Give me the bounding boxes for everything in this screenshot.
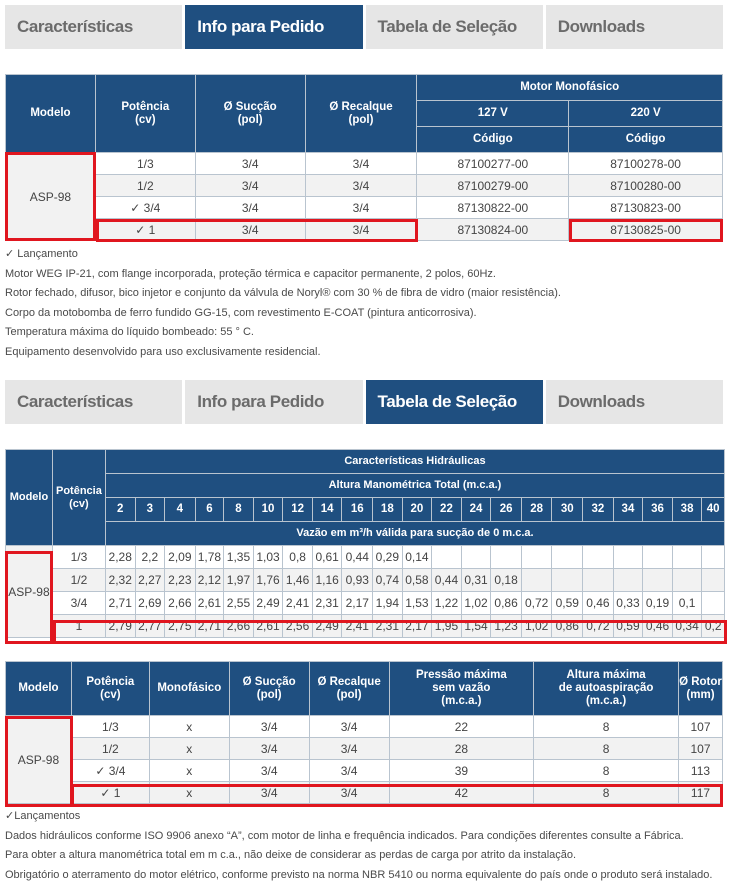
flow-value-cell [613, 569, 643, 592]
height-header: 30 [552, 498, 583, 522]
cell-potencia: 1/2 [71, 738, 149, 760]
flow-value-cell: 2,28 [105, 546, 135, 569]
header-potencia: Potência (cv) [95, 75, 195, 153]
flow-value-cell: 0,29 [373, 546, 403, 569]
flow-value-cell: 2,56 [283, 615, 313, 638]
header-modelo: Modelo [6, 75, 96, 153]
cell-potencia: 1/2 [95, 175, 195, 197]
cell-succao: 3/4 [229, 738, 309, 760]
header-caracteristicas: Características Hidráulicas [105, 450, 724, 474]
cell-pressao: 22 [389, 716, 534, 738]
table-row [6, 615, 725, 638]
flow-value-cell: 2,17 [402, 615, 432, 638]
flow-value-cell [702, 569, 725, 592]
flow-value-cell: 2,55 [224, 592, 254, 615]
flow-value-cell: 0,59 [613, 615, 643, 638]
cell-code-220: 87130825-00 [569, 219, 723, 241]
cell-altura: 8 [534, 716, 679, 738]
flow-value-cell [432, 546, 462, 569]
cell-code-220: 87100278-00 [569, 153, 723, 175]
model-cell: ASP-98 [6, 153, 96, 241]
selection-table [5, 449, 725, 638]
cell-potencia: ✓ 3/4 [71, 760, 149, 782]
note-line: Dados hidráulicos conforme ISO 9906 anexo “A”, com motor de linha e frequência indicados. Para condições diferentes consulte a Fábrica. [5, 829, 684, 842]
height-header: 2 [105, 498, 135, 522]
flow-value-cell: 2,23 [165, 569, 196, 592]
cell-succao: 3/4 [195, 197, 305, 219]
flow-value-cell: 0,46 [583, 592, 614, 615]
height-header: 3 [135, 498, 165, 522]
flow-value-cell: 0,33 [613, 592, 643, 615]
header-altura-autoaspiracao: Altura máxima de autoaspiração (m.c.a.) [534, 662, 679, 716]
cell-code-127: 87100279-00 [417, 175, 569, 197]
tab-downloads[interactable]: Downloads [546, 380, 723, 424]
flow-value-cell: 2,66 [224, 615, 254, 638]
flow-value-cell: 0,31 [461, 569, 491, 592]
cell-code-220: 87100280-00 [569, 175, 723, 197]
cell-altura: 8 [534, 782, 679, 804]
cell-succao: 3/4 [195, 219, 305, 241]
flow-value-cell: 2,66 [165, 592, 196, 615]
flow-value-cell: 2,71 [105, 592, 135, 615]
height-header: 24 [461, 498, 491, 522]
flow-value-cell: 0,72 [521, 592, 552, 615]
cell-potencia: 1/3 [95, 153, 195, 175]
header-codigo-127: Código [417, 127, 569, 153]
tab-tabela-de-selecao[interactable]: Tabela de Seleção [366, 5, 543, 49]
tab-tabela-de-selecao[interactable]: Tabela de Seleção [366, 380, 543, 424]
flow-value-cell: 0,14 [402, 546, 432, 569]
cell-monofasico: x [149, 716, 229, 738]
flow-value-cell: 0,8 [283, 546, 313, 569]
tab-downloads[interactable]: Downloads [546, 5, 723, 49]
cell-code-127: 87130822-00 [417, 197, 569, 219]
table-row [6, 592, 725, 615]
cell-monofasico: x [149, 782, 229, 804]
height-header: 18 [373, 498, 403, 522]
flow-value-cell [583, 569, 614, 592]
flow-value-cell: 2,71 [195, 615, 224, 638]
height-header: 14 [312, 498, 342, 522]
header-vazao: Vazão em m³/h válida para sucção de 0 m.c.a. [105, 522, 724, 546]
cell-monofasico: x [149, 760, 229, 782]
cell-recalque: 3/4 [309, 760, 389, 782]
cell-succao: 3/4 [229, 716, 309, 738]
cell-altura: 8 [534, 738, 679, 760]
model-cell: ASP-98 [6, 716, 72, 804]
flow-value-cell [552, 569, 583, 592]
header-recalque: Ø Recalque (pol) [305, 75, 417, 153]
flow-value-cell [702, 546, 725, 569]
cell-recalque: 3/4 [305, 197, 417, 219]
height-header: 36 [643, 498, 673, 522]
header-succao: Ø Sucção (pol) [195, 75, 305, 153]
hydraulic-notes [5, 807, 725, 885]
header-potencia: Potência (cv) [71, 662, 149, 716]
note-line: Temperatura máxima do líquido bombeado: 55 ° C. [5, 326, 254, 339]
flow-value-cell [702, 592, 725, 615]
tab-bar-top [5, 5, 723, 49]
flow-value-cell: 0,34 [672, 615, 702, 638]
flow-value-cell [521, 546, 552, 569]
flow-value-cell: 1,95 [432, 615, 462, 638]
note-line: Equipamento desenvolvido para uso exclusivamente residencial. [5, 345, 321, 358]
header-220v: 220 V [569, 101, 723, 127]
tab-info-para-pedido[interactable]: Info para Pedido [185, 5, 362, 49]
flow-value-cell: 1,22 [432, 592, 462, 615]
note-line: Motor WEG IP-21, com flange incorporada, proteção térmica e capacitor permanente, 2 polos, 60Hz. [5, 267, 496, 280]
flow-value-cell: 2,27 [135, 569, 165, 592]
flow-value-cell [521, 569, 552, 592]
cell-potencia: 1 [52, 615, 105, 638]
header-potencia: Potência (cv) [52, 450, 105, 546]
cell-rotor: 107 [678, 716, 722, 738]
header-motor-monofasico: Motor Monofásico [417, 75, 723, 101]
flow-value-cell: 0,44 [342, 546, 373, 569]
flow-value-cell: 2,17 [342, 592, 373, 615]
cell-code-127: 87100277-00 [417, 153, 569, 175]
flow-value-cell: 2,09 [165, 546, 196, 569]
flow-value-cell: 2,75 [165, 615, 196, 638]
header-pressao-maxima: Pressão máxima sem vazão (m.c.a.) [389, 662, 534, 716]
height-header: 12 [283, 498, 313, 522]
header-altura-manometrica: Altura Manométrica Total (m.c.a.) [105, 474, 724, 498]
cell-succao: 3/4 [195, 153, 305, 175]
flow-value-cell: 0,46 [643, 615, 673, 638]
flow-value-cell: 0,74 [373, 569, 403, 592]
flow-value-cell: 1,02 [521, 615, 552, 638]
flow-value-cell: 0,44 [432, 569, 462, 592]
table-row [6, 760, 723, 782]
cell-altura: 8 [534, 760, 679, 782]
flow-value-cell [491, 546, 522, 569]
note-line: Corpo da motobomba de ferro fundido GG-15, com revestimento E-COAT (pintura anticorrosiva). [5, 306, 477, 319]
note-lancamento: ✓ Lançamento [5, 248, 78, 260]
flow-value-cell: 2,79 [105, 615, 135, 638]
cell-potencia: 1/3 [71, 716, 149, 738]
flow-value-cell: 0,2 [702, 615, 725, 638]
tab-caracteristicas[interactable]: Características [5, 5, 182, 49]
header-codigo-220: Código [569, 127, 723, 153]
flow-value-cell: 1,02 [461, 592, 491, 615]
cell-potencia: ✓ 1 [95, 219, 195, 241]
flow-value-cell: 1,53 [402, 592, 432, 615]
height-header: 10 [253, 498, 283, 522]
flow-value-cell [672, 569, 702, 592]
flow-value-cell: 1,78 [195, 546, 224, 569]
cell-potencia: ✓ 3/4 [95, 197, 195, 219]
cell-pressao: 42 [389, 782, 534, 804]
flow-value-cell: 0,86 [552, 615, 583, 638]
flow-value-cell: 2,61 [253, 615, 283, 638]
flow-value-cell: 2,69 [135, 592, 165, 615]
flow-value-cell: 1,46 [283, 569, 313, 592]
flow-value-cell: 2,41 [283, 592, 313, 615]
flow-value-cell: 1,76 [253, 569, 283, 592]
flow-value-cell: 0,1 [672, 592, 702, 615]
hydraulic-data-table [5, 661, 723, 804]
cell-pressao: 39 [389, 760, 534, 782]
flow-value-cell: 1,94 [373, 592, 403, 615]
flow-value-cell: 0,86 [491, 592, 522, 615]
header-succao: Ø Sucção (pol) [229, 662, 309, 716]
height-header: 28 [521, 498, 552, 522]
cell-recalque: 3/4 [305, 153, 417, 175]
header-rotor: Ø Rotor (mm) [678, 662, 722, 716]
flow-value-cell [613, 546, 643, 569]
flow-value-cell: 2,77 [135, 615, 165, 638]
cell-succao: 3/4 [229, 760, 309, 782]
cell-potencia: 1/3 [52, 546, 105, 569]
flow-value-cell [552, 546, 583, 569]
height-header: 6 [195, 498, 224, 522]
table-row [6, 219, 723, 241]
table-row [6, 782, 723, 804]
cell-recalque: 3/4 [305, 219, 417, 241]
cell-recalque: 3/4 [309, 782, 389, 804]
flow-value-cell: 2,61 [195, 592, 224, 615]
flow-value-cell: 1,23 [491, 615, 522, 638]
tab-caracteristicas[interactable]: Características [5, 380, 182, 424]
flow-value-cell: 0,18 [491, 569, 522, 592]
table-row [6, 716, 723, 738]
flow-value-cell: 0,72 [583, 615, 614, 638]
flow-value-cell [461, 546, 491, 569]
flow-value-cell: 1,16 [312, 569, 342, 592]
flow-value-cell: 2,12 [195, 569, 224, 592]
cell-recalque: 3/4 [309, 716, 389, 738]
table-row [6, 175, 723, 197]
cell-rotor: 117 [678, 782, 722, 804]
note-line: Obrigatório o aterramento do motor elétrico, conforme previsto na norma NBR 5410 ou norma equivalente do país onde o produto será instalado. [5, 868, 713, 881]
flow-value-cell: 0,58 [402, 569, 432, 592]
height-header: 16 [342, 498, 373, 522]
cell-succao: 3/4 [229, 782, 309, 804]
note-line: Para obter a altura manométrica total em m c.a., não deixe de considerar as perdas de carga por atrito da instalação. [5, 849, 577, 862]
flow-value-cell: 2,49 [312, 615, 342, 638]
header-monofasico: Monofásico [149, 662, 229, 716]
flow-value-cell: 0,59 [552, 592, 583, 615]
table-row [6, 546, 725, 569]
cell-code-127: 87130824-00 [417, 219, 569, 241]
header-recalque: Ø Recalque (pol) [309, 662, 389, 716]
flow-value-cell: 2,32 [105, 569, 135, 592]
cell-rotor: 113 [678, 760, 722, 782]
flow-value-cell: 2,49 [253, 592, 283, 615]
flow-value-cell: 2,31 [312, 592, 342, 615]
cell-potencia: 1/2 [52, 569, 105, 592]
height-header: 4 [165, 498, 196, 522]
flow-value-cell: 1,35 [224, 546, 254, 569]
cell-code-220: 87130823-00 [569, 197, 723, 219]
cell-recalque: 3/4 [305, 175, 417, 197]
height-header: 26 [491, 498, 522, 522]
note-lancamentos: ✓Lançamentos [5, 810, 81, 822]
cell-pressao: 28 [389, 738, 534, 760]
order-notes [5, 245, 725, 363]
flow-value-cell [583, 546, 614, 569]
cell-potencia: ✓ 1 [71, 782, 149, 804]
height-header: 40 [702, 498, 725, 522]
cell-potencia: 3/4 [52, 592, 105, 615]
cell-succao: 3/4 [195, 175, 305, 197]
table-row [6, 153, 723, 175]
flow-value-cell: 2,41 [342, 615, 373, 638]
height-header: 34 [613, 498, 643, 522]
flow-value-cell [643, 546, 673, 569]
flow-value-cell: 1,03 [253, 546, 283, 569]
cell-monofasico: x [149, 738, 229, 760]
tab-info-para-pedido[interactable]: Info para Pedido [185, 380, 362, 424]
order-info-table [5, 74, 723, 241]
flow-value-cell: 0,19 [643, 592, 673, 615]
header-127v: 127 V [417, 101, 569, 127]
flow-value-cell [643, 569, 673, 592]
table-row [6, 569, 725, 592]
height-header: 32 [583, 498, 614, 522]
cell-recalque: 3/4 [309, 738, 389, 760]
header-modelo: Modelo [6, 450, 53, 546]
height-header: 20 [402, 498, 432, 522]
cell-rotor: 107 [678, 738, 722, 760]
tab-bar-bottom [5, 380, 723, 424]
flow-value-cell: 1,97 [224, 569, 254, 592]
height-header: 22 [432, 498, 462, 522]
model-cell: ASP-98 [6, 546, 53, 638]
flow-value-cell: 1,54 [461, 615, 491, 638]
height-header: 8 [224, 498, 254, 522]
header-modelo: Modelo [6, 662, 72, 716]
flow-value-cell: 0,61 [312, 546, 342, 569]
note-line: Rotor fechado, difusor, bico injetor e conjunto da válvula de Noryl® com 30 % de fibra de vidro (maior resistência). [5, 287, 561, 300]
table-row [6, 738, 723, 760]
table-row [6, 197, 723, 219]
height-header: 38 [672, 498, 702, 522]
flow-value-cell: 0,93 [342, 569, 373, 592]
flow-value-cell [672, 546, 702, 569]
flow-value-cell: 2,2 [135, 546, 165, 569]
flow-value-cell: 2,31 [373, 615, 403, 638]
